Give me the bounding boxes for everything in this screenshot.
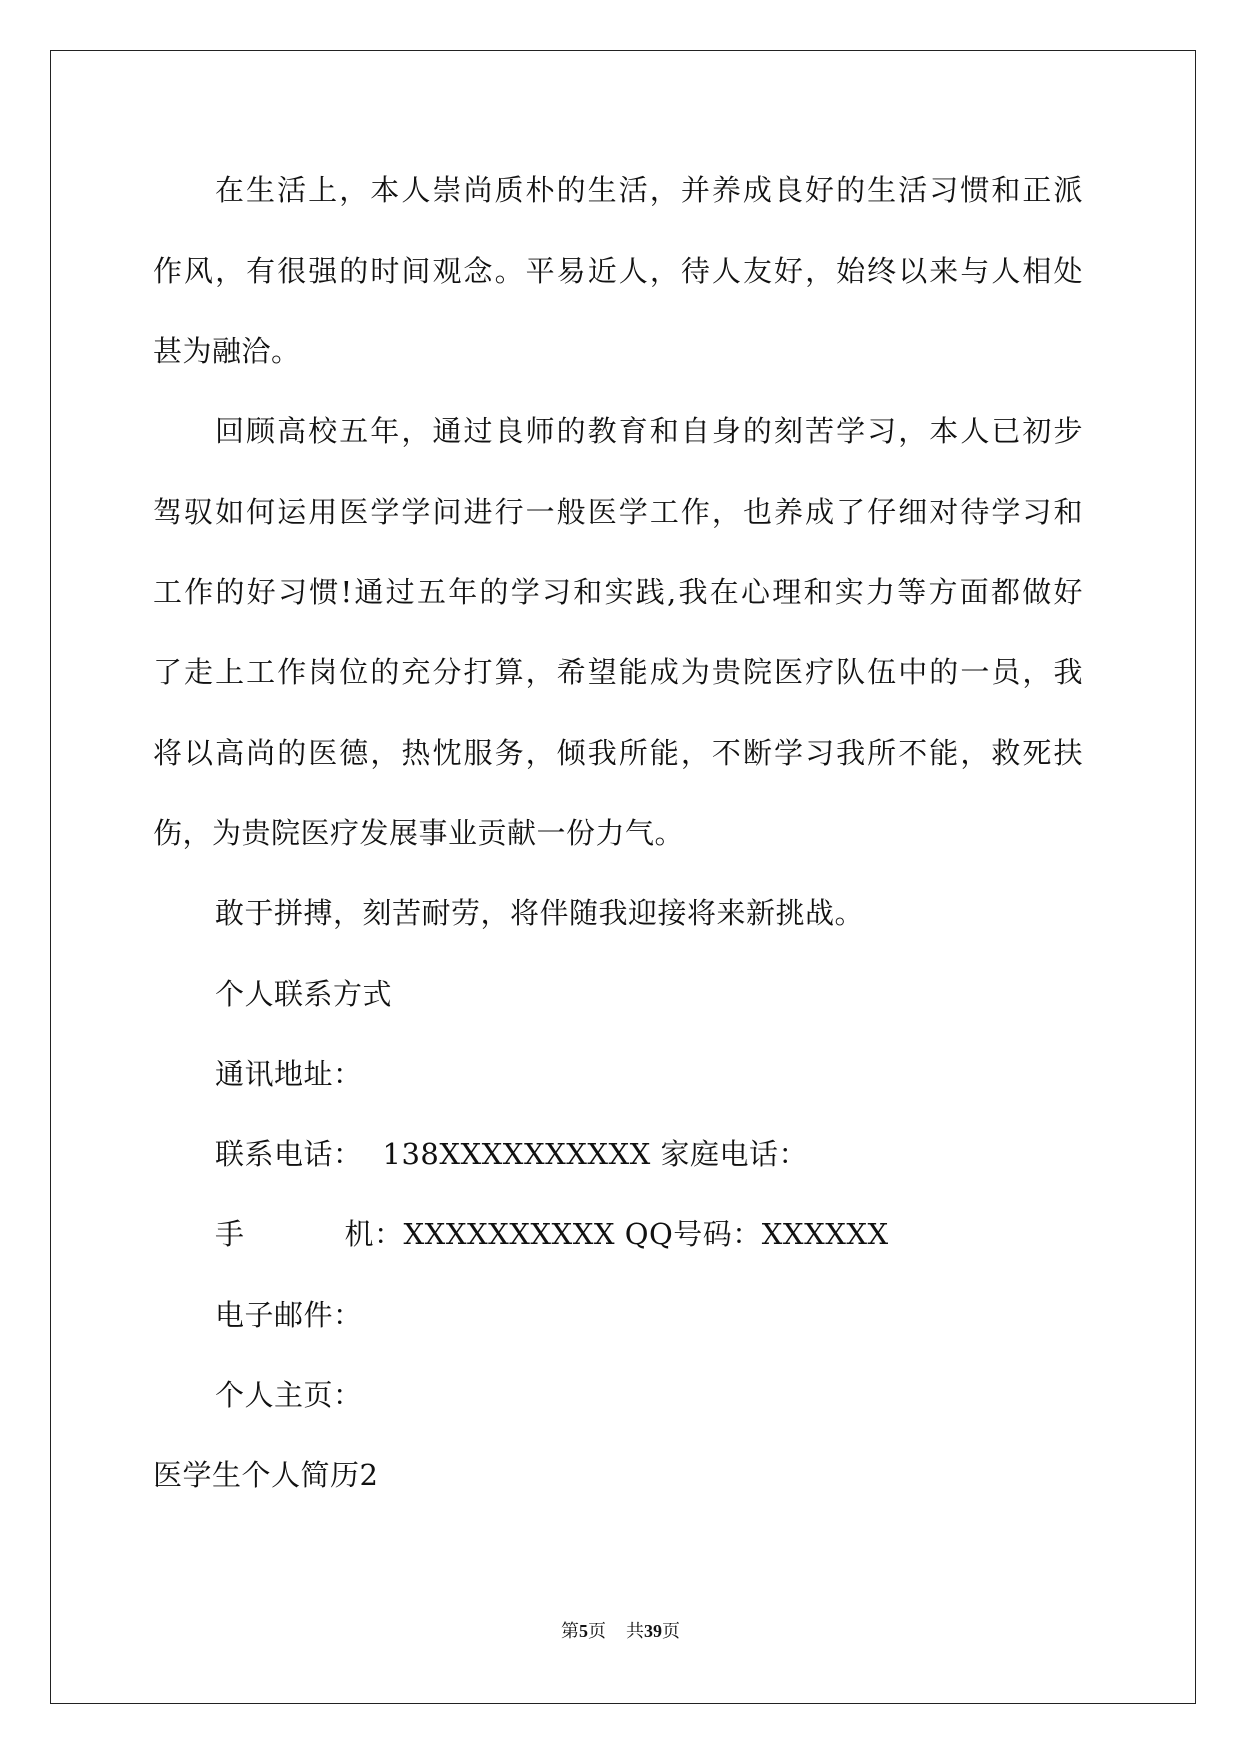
homepage-label: 个人主页： [215, 1378, 363, 1412]
mobile-label-2: 机： [344, 1217, 404, 1251]
paragraph-1-line-3: 甚为融洽。 [153, 334, 301, 368]
paragraph-2-line-5: 将以高尚的医德，热忱服务，倾我所能，不断学习我所不能，救死扶 [153, 736, 1083, 770]
paragraph-2-line-2: 驾驭如何运用医学学问进行一般医学工作，也养成了仔细对待学习和 [153, 495, 1083, 529]
home-phone-label: 家庭电话： [660, 1137, 809, 1171]
phone-label: 联系电话： [215, 1137, 363, 1171]
page-footer [0, 1619, 1241, 1643]
paragraph-2-line-3: 工作的好习惯!通过五年的学习和实践,我在心理和实力等方面都做好 [153, 575, 1083, 609]
paragraph-2-line-6: 伤，为贵院医疗发展事业贡献一份力气。 [153, 816, 685, 850]
footer-total-prefix: 共 [626, 1621, 644, 1641]
footer-page-suffix: 页 [588, 1621, 606, 1641]
footer-page-number: 5 [579, 1621, 588, 1641]
paragraph-2-line-4: 了走上工作岗位的充分打算，希望能成为贵院医疗队伍中的一员，我 [153, 655, 1083, 689]
qq-value: XXXXXX [761, 1217, 889, 1251]
phone-value: 138XXXXXXXXXX [382, 1137, 651, 1171]
mobile-value: XXXXXXXXXX [403, 1217, 615, 1251]
paragraph-1-line-2: 作风，有很强的时间观念。平易近人，待人友好，始终以来与人相处 [153, 254, 1083, 288]
mobile-line [215, 1214, 889, 1254]
paragraph-2-line-1: 回顾高校五年，通过良师的教育和自身的刻苦学习，本人已初步 [215, 414, 1083, 448]
section-title: 医学生个人简历2 [153, 1458, 379, 1492]
footer-total-suffix: 页 [662, 1621, 680, 1641]
phone-line [215, 1134, 808, 1174]
address-label: 通讯地址： [215, 1057, 363, 1091]
paragraph-1-line-1: 在生活上，本人崇尚质朴的生活，并养成良好的生活习惯和正派 [215, 173, 1083, 207]
paragraph-3: 敢于拼搏，刻苦耐劳，将伴随我迎接将来新挑战。 [215, 896, 865, 930]
mobile-label-1: 手 [215, 1217, 245, 1251]
footer-page-prefix: 第 [561, 1621, 579, 1641]
qq-label: QQ号码： [624, 1217, 762, 1251]
email-label: 电子邮件： [215, 1298, 363, 1332]
contact-heading: 个人联系方式 [215, 977, 393, 1011]
footer-total-pages: 39 [644, 1621, 662, 1641]
